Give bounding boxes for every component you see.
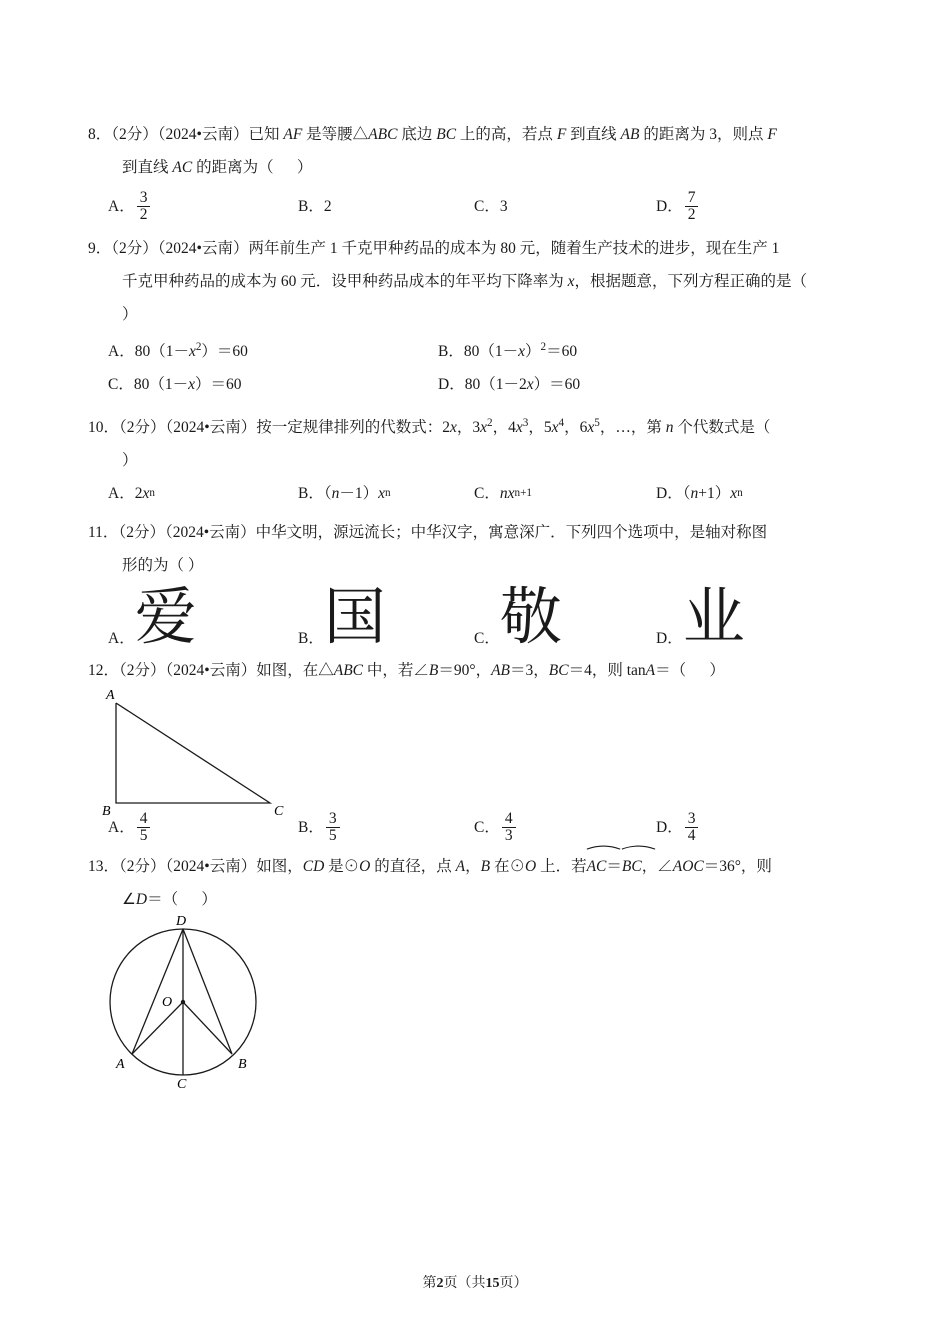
question-12-text-1: 如图，在△ABC 中，若∠B＝90°，AB＝3，BC＝4，则 tanA＝（ ） [256, 661, 725, 679]
question-10-stem [88, 407, 862, 444]
option-value: 2 [323, 198, 332, 216]
option-label: D． [656, 819, 683, 837]
option-label: C． [474, 198, 500, 216]
question-12-stem [88, 654, 862, 687]
question-12-source: （2024•云南） [165, 661, 257, 679]
question-11-number: 11． [88, 523, 119, 541]
question-13-score: （2分） [119, 858, 166, 876]
question-9-number: 9． [88, 239, 112, 257]
question-13-source: （2024•云南） [165, 858, 257, 876]
question-8-text-1: 已知 AF 是等腰△ABC 底边 BC 上的高，若点 F 到直线 AB 的距离为 3，则点 F [248, 126, 777, 143]
page-footer [0, 1272, 950, 1292]
question-8-text-2: 到直线 AC 的距离为（ ） [122, 159, 313, 176]
fraction: $\frac{4}{5}$ [137, 811, 151, 845]
question-9-text-2: 千克甲种药品的成本为 60 元．设甲种药品成本的年平均下降率为 x，根据题意，下列方程正确的是（ [122, 272, 808, 290]
svg-text:C: C [177, 1077, 187, 1092]
circle-diagram [88, 916, 388, 1091]
question-8 [88, 0, 862, 224]
equals-sign: ＝ [606, 858, 622, 876]
question-11-option-b[interactable] [298, 579, 474, 653]
footer-prefix: 第 [422, 1276, 437, 1291]
question-11-option-a[interactable] [88, 579, 298, 653]
question-8-option-b[interactable] [298, 190, 474, 224]
option-label: C． [474, 819, 500, 837]
question-10-option-a[interactable]: A．2 x n [108, 484, 155, 502]
question-8-option-c[interactable] [474, 190, 656, 224]
svg-text:D: D [176, 916, 187, 930]
question-12 [88, 654, 862, 845]
question-13-text-1a: 如图，CD 是⊙O 的直径，点 A，B 在⊙O 上．若 [256, 858, 587, 876]
arc-label: BC [621, 858, 642, 876]
question-8-stem [88, 118, 862, 151]
question-10-number: 10． [88, 418, 120, 436]
svg-text:C: C [274, 803, 284, 817]
fraction: $\frac{4}{3}$ [502, 811, 516, 845]
footer-suffix: 页） [499, 1276, 528, 1291]
question-8-option-a[interactable] [88, 190, 298, 224]
arc-label: AC [586, 858, 607, 876]
question-13-text-2: ∠D＝（ ） [122, 891, 217, 909]
question-8-source: （2024•云南） [157, 126, 249, 143]
fraction: $\frac{3}{5}$ [326, 811, 340, 845]
question-8-number: 8． [88, 126, 112, 143]
question-9 [88, 232, 862, 401]
question-10-source: （2024•云南） [165, 418, 257, 436]
option-label: A． [108, 819, 135, 837]
arc-symbol [586, 843, 621, 850]
option-label: B． [298, 198, 324, 216]
question-9-text-3: ） [122, 305, 138, 323]
question-9-option-a[interactable]: A．$80(1-x^2)=60$ [108, 340, 248, 360]
question-11-score: （2分） [118, 523, 165, 541]
footer-mid: 页（共 [443, 1276, 486, 1291]
question-9-options-row-2 [88, 368, 862, 401]
question-9-option-d[interactable]: D．80（1－2x）＝60 [438, 375, 581, 393]
question-9-score: （2分） [111, 239, 158, 257]
question-13 [88, 850, 862, 1091]
question-8-score: （2分） [111, 126, 158, 143]
option-character: 敬 [499, 579, 562, 653]
question-11-options [88, 579, 862, 653]
option-label: D． [656, 629, 683, 647]
arc-symbol [621, 843, 656, 850]
question-13-stem [88, 850, 862, 883]
question-9-text-1: 两年前生产 1 千克甲种药品的成本为 80 元，随着生产技术的进步，现在生产 1 [248, 239, 780, 257]
question-10-option-d[interactable]: D．（ n +1） x n [656, 484, 743, 502]
option-character: 业 [682, 579, 745, 653]
question-12-score: （2分） [119, 661, 166, 679]
question-10-option-b[interactable]: B．（ n －1） x n [298, 484, 391, 502]
option-character: 爱 [134, 579, 197, 653]
right-triangle-diagram [88, 689, 348, 817]
question-10 [88, 407, 862, 510]
question-11-source: （2024•云南） [164, 523, 256, 541]
question-10-options [88, 477, 862, 510]
question-9-option-c[interactable]: C．80（1－x）＝60 [108, 375, 242, 393]
question-11-stem [88, 516, 862, 549]
option-label: C． [474, 629, 500, 647]
question-9-option-b[interactable]: B．$80(1-x)^2=60$ [438, 340, 578, 360]
svg-text:A: A [106, 688, 115, 703]
option-label: D． [656, 198, 683, 216]
question-13-number: 13． [88, 858, 120, 876]
question-10-text-1: 按一定规律排列的代数式：2x，$3x^2$，$4x^3$，$5x^4$，$6x^5$，…，第 n 个代数式是（ [256, 416, 771, 436]
arc-ac [587, 850, 607, 883]
arc-bc [622, 850, 642, 883]
svg-text:B: B [102, 803, 111, 817]
question-9-source: （2024•云南） [157, 239, 249, 257]
question-10-score: （2分） [119, 418, 166, 436]
question-11 [88, 516, 862, 653]
footer-total-pages: 15 [485, 1276, 500, 1291]
svg-text:A: A [116, 1057, 125, 1073]
svg-text:O: O [162, 995, 173, 1011]
option-label: A． [108, 629, 135, 647]
fraction: $\frac{3}{4}$ [685, 811, 699, 845]
question-11-option-c[interactable] [474, 579, 656, 653]
question-12-number: 12． [88, 661, 120, 679]
option-character: 国 [323, 579, 386, 653]
question-13-figure [88, 916, 862, 1091]
question-9-stem [88, 232, 862, 265]
option-label: B． [298, 819, 324, 837]
question-12-figure [88, 689, 862, 817]
question-10-option-c[interactable]: C． nx n+1 [474, 484, 532, 502]
question-13-text-1b: ，∠AOC＝36°，则 [641, 858, 772, 876]
question-10-text-2: ） [122, 451, 138, 469]
question-11-option-d[interactable] [656, 579, 745, 653]
question-8-options [88, 190, 862, 224]
svg-text:B: B [238, 1057, 247, 1073]
option-label: A． [108, 198, 135, 216]
option-label: B． [298, 629, 324, 647]
footer-page-number: 2 [436, 1276, 444, 1291]
question-11-text-2: 形的为（ ） [122, 556, 204, 574]
fraction: $\frac{7}{2}$ [685, 190, 699, 224]
option-value: 3 [499, 198, 508, 216]
question-8-option-d[interactable] [656, 190, 700, 224]
fraction: $\frac{3}{2}$ [137, 190, 151, 224]
question-9-options-row-1 [88, 331, 862, 368]
question-11-text-1: 中华文明，源远流长；中华汉字，寓意深广．下列四个选项中，是轴对称图 [255, 523, 768, 541]
